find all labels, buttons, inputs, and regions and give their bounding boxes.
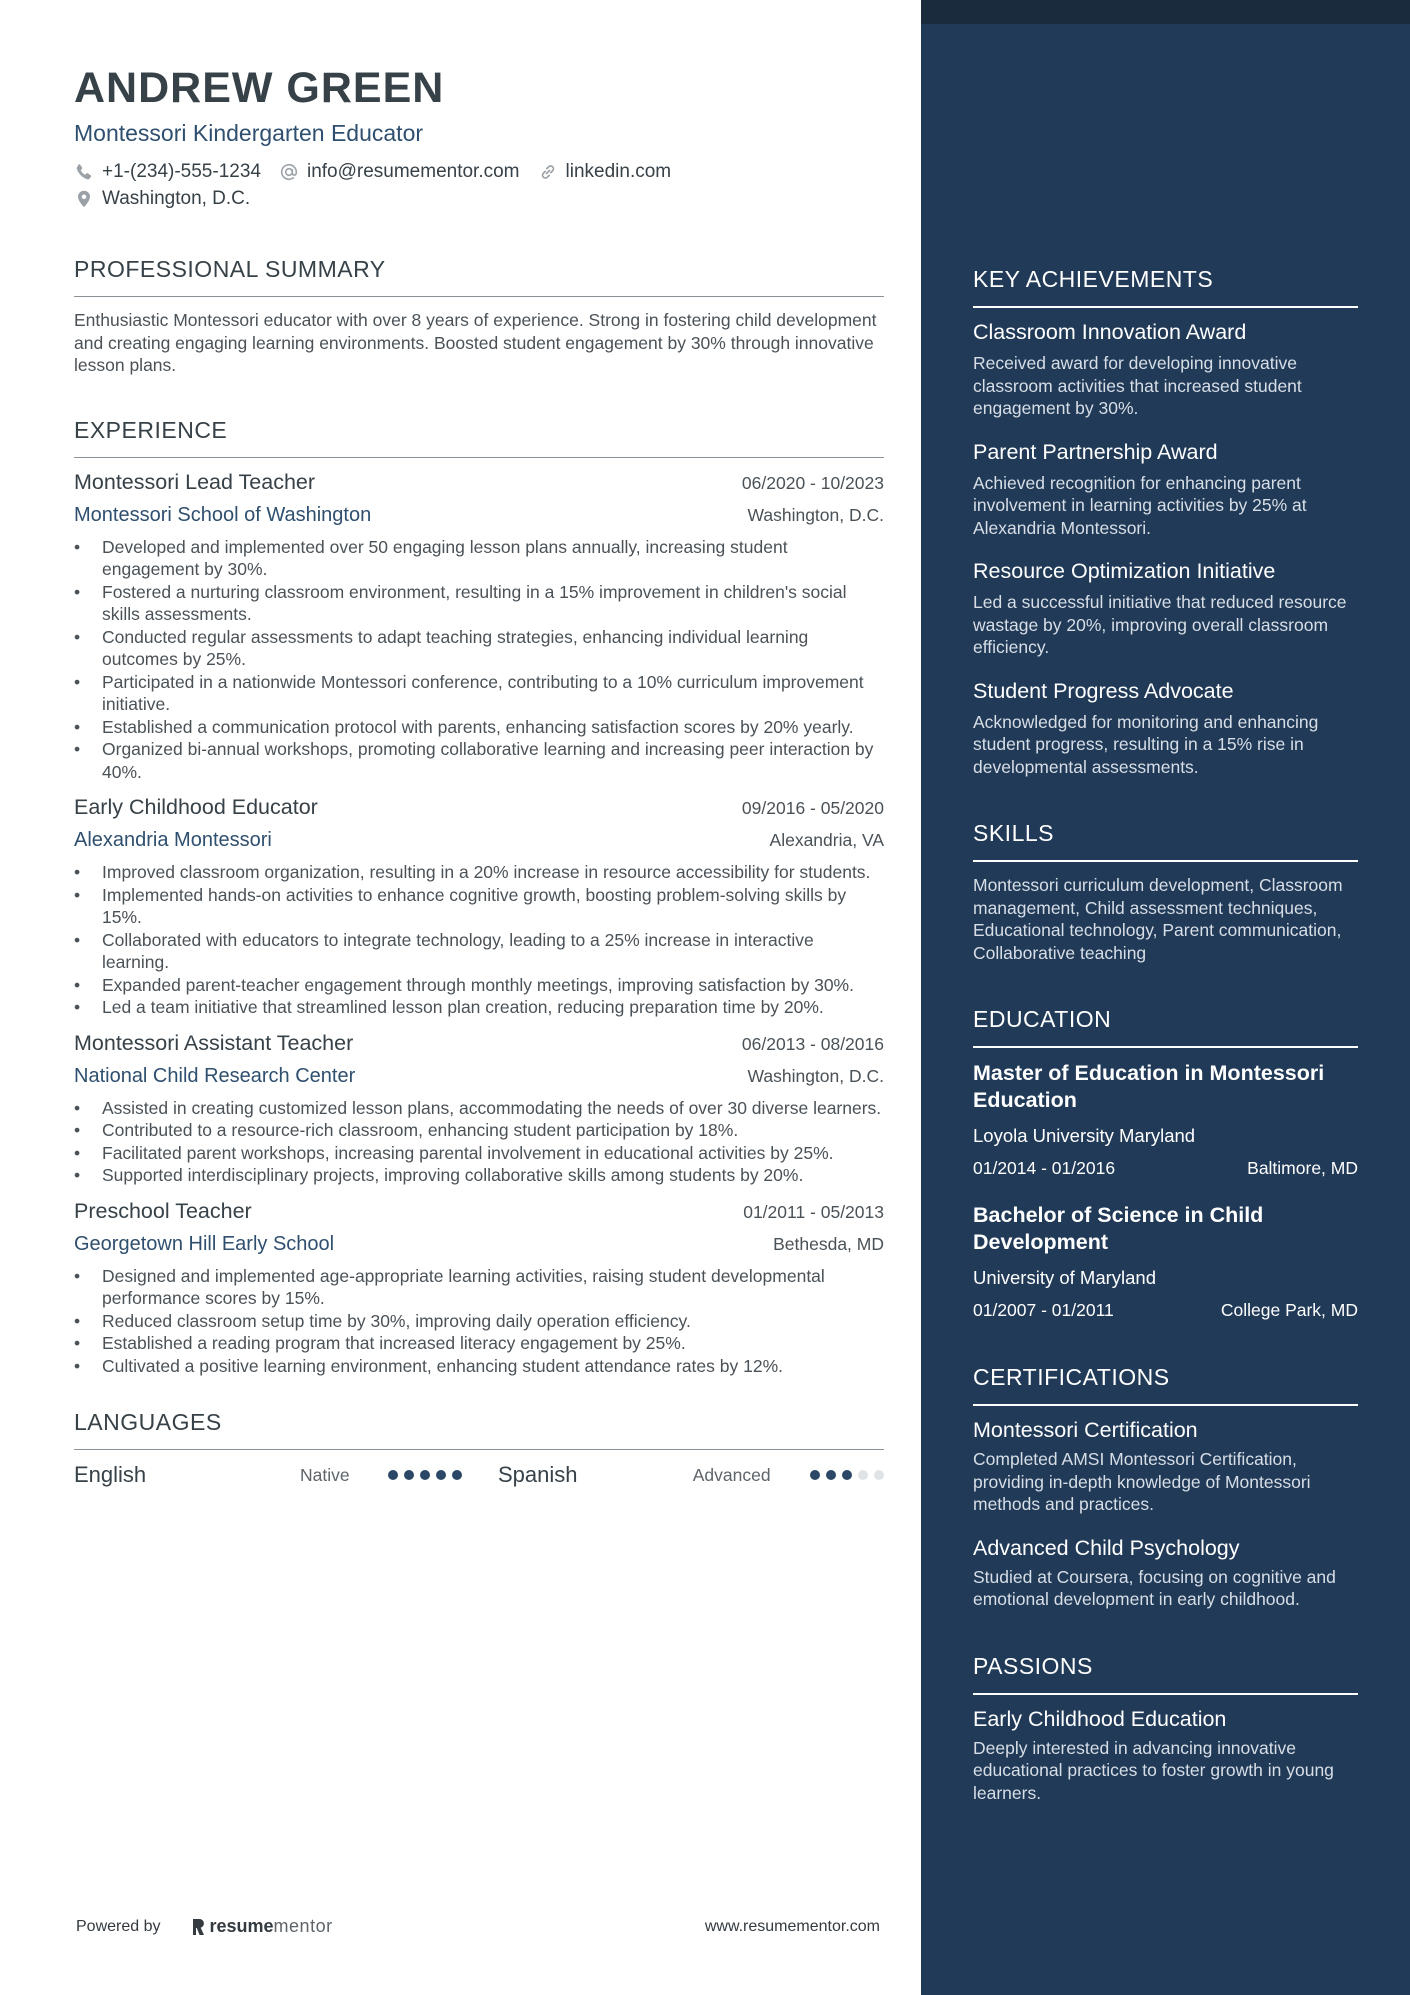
passion-item bbox=[973, 1705, 1358, 1805]
contact-row bbox=[74, 158, 884, 185]
achievements-heading: KEY ACHIEVEMENTS bbox=[973, 266, 1214, 292]
job-company: Montessori School of Washington bbox=[74, 503, 372, 526]
logo-text-bold: resume bbox=[209, 1916, 274, 1936]
language-list bbox=[74, 1460, 884, 1490]
bullet-item: • Led a team initiative that streamlined lesson plan creation, reducing preparation time by 20%. bbox=[74, 996, 884, 1019]
passion-text: Deeply interested in advancing innovative educational practices to foster growth in young learners. bbox=[973, 1737, 1334, 1803]
job-entry bbox=[74, 470, 884, 784]
logo-mark-icon bbox=[191, 1918, 205, 1936]
job-location: Alexandria, VA bbox=[769, 830, 884, 850]
job-dates: 06/2020 - 10/2023 bbox=[741, 472, 884, 493]
passion-list bbox=[973, 1705, 1358, 1805]
education-school: University of Maryland bbox=[973, 1267, 1157, 1288]
achievement-title: Classroom Innovation Award bbox=[973, 320, 1247, 344]
section-divider bbox=[973, 1693, 1358, 1695]
education-item bbox=[973, 1060, 1358, 1180]
job-company: Alexandria Montessori bbox=[74, 829, 272, 851]
bullet-item: • Designed and implemented age-appropriate learning activities, raising student developmental performance scores by 15%. bbox=[74, 1265, 884, 1310]
language-item bbox=[74, 1462, 498, 1488]
language-rating bbox=[810, 1470, 884, 1480]
job-header bbox=[74, 470, 884, 500]
job-entry bbox=[74, 1199, 884, 1378]
experience-heading: EXPERIENCE bbox=[74, 416, 228, 443]
education-location: College Park, MD bbox=[1220, 1300, 1358, 1320]
section-divider bbox=[74, 457, 884, 458]
certification-item bbox=[973, 1416, 1358, 1516]
job-entry bbox=[74, 1031, 884, 1187]
language-item bbox=[498, 1462, 884, 1488]
bullet-item: • Organized bi-annual workshops, promoting collaborative learning and increasing peer interaction by 40%. bbox=[74, 738, 884, 783]
website-link[interactable]: www.resumementor.com bbox=[704, 1917, 880, 1935]
contact-location bbox=[74, 188, 250, 210]
language-name: Spanish bbox=[498, 1462, 578, 1487]
experience-section bbox=[74, 415, 884, 1378]
certification-title: Advanced Child Psychology bbox=[973, 1535, 1240, 1560]
section-divider bbox=[973, 860, 1358, 862]
education-dates: 01/2007 - 01/2011 bbox=[973, 1300, 1114, 1320]
sidebar bbox=[921, 0, 1410, 1995]
job-dates: 06/2013 - 08/2016 bbox=[741, 1033, 884, 1054]
contact-row bbox=[74, 185, 884, 212]
job-bullets bbox=[74, 536, 884, 784]
job-header bbox=[74, 795, 884, 825]
achievement-item bbox=[973, 318, 1358, 420]
education-list bbox=[973, 1060, 1358, 1322]
contact-info bbox=[74, 158, 884, 212]
certification-text: Studied at Coursera, focusing on cognitive and emotional development in early childhood. bbox=[973, 1566, 1336, 1609]
education-meta bbox=[973, 1298, 1358, 1322]
bullet-item: • Reduced classroom setup time by 30%, improving daily operation efficiency. bbox=[74, 1310, 884, 1333]
achievement-list bbox=[973, 318, 1358, 778]
candidate-role: Montessori Kindergarten Educator bbox=[74, 120, 424, 146]
education-dates: 01/2014 - 01/2016 bbox=[973, 1158, 1116, 1178]
candidate-name: ANDREW GREEN bbox=[74, 64, 445, 112]
bullet-item: • Collaborated with educators to integrate technology, leading to a 25% increase in interactive learning. bbox=[74, 929, 884, 974]
summary-section bbox=[74, 254, 884, 377]
education-location: Baltimore, MD bbox=[1247, 1158, 1358, 1178]
job-title: Preschool Teacher bbox=[74, 1198, 252, 1223]
education-school: Loyola University Maryland bbox=[973, 1125, 1196, 1146]
certification-title: Montessori Certification bbox=[973, 1418, 1198, 1442]
rating-dot bbox=[452, 1470, 462, 1480]
achievement-text: Acknowledged for monitoring and enhancing student progress, resulting in a 15% rise in developmental assessments. bbox=[973, 711, 1319, 777]
bullet-item: • Assisted in creating customized lesson plans, accommodating the needs of over 30 diverse learners. bbox=[74, 1097, 884, 1120]
passions-heading: PASSIONS bbox=[973, 1652, 1093, 1679]
achievement-text: Received award for developing innovative classroom activities that increased student engagement by 30%. bbox=[973, 353, 1302, 418]
job-header bbox=[74, 1031, 884, 1061]
bullet-item: • Cultivated a positive learning environment, enhancing student attendance rates by 12%. bbox=[74, 1355, 884, 1378]
section-divider bbox=[74, 1449, 884, 1450]
achievement-item bbox=[973, 677, 1358, 779]
sidebar-top-band bbox=[921, 0, 1410, 24]
passion-title: Early Childhood Education bbox=[973, 1706, 1227, 1731]
resume-header bbox=[74, 62, 884, 212]
rating-dot bbox=[858, 1470, 868, 1480]
education-meta bbox=[973, 1156, 1358, 1180]
certifications-heading: CERTIFICATIONS bbox=[973, 1364, 1170, 1390]
achievement-item bbox=[973, 557, 1358, 659]
bullet-item: • Expanded parent-teacher engagement through monthly meetings, improving satisfaction by 30%. bbox=[74, 974, 884, 997]
achievement-text: Achieved recognition for enhancing parent involvement in learning activities by 25% at Alexandria Montessori. bbox=[973, 472, 1307, 538]
certification-item bbox=[973, 1534, 1358, 1611]
job-subheader bbox=[74, 504, 884, 534]
summary-heading: PROFESSIONAL SUMMARY bbox=[74, 256, 386, 282]
location-text: Washington, D.C. bbox=[102, 187, 251, 209]
section-divider bbox=[973, 306, 1358, 308]
map-pin-icon bbox=[74, 189, 94, 209]
powered-by-label: Powered by bbox=[76, 1917, 161, 1935]
bullet-item: • Fostered a nurturing classroom environment, resulting in a 15% improvement in children's social skills assessments. bbox=[74, 581, 884, 626]
job-subheader bbox=[74, 1065, 884, 1095]
certifications-section bbox=[973, 1362, 1358, 1611]
bullet-item: • Developed and implemented over 50 engaging lesson plans annually, increasing student engagement by 30%. bbox=[74, 536, 884, 581]
rating-dot bbox=[388, 1470, 398, 1480]
education-degree: Master of Education in Montessori Education bbox=[973, 1061, 1325, 1112]
main-content bbox=[74, 62, 884, 1490]
achievements-section bbox=[973, 264, 1358, 778]
job-company: National Child Research Center bbox=[74, 1064, 356, 1087]
job-entry bbox=[74, 795, 884, 1019]
rating-dot bbox=[874, 1470, 884, 1480]
language-level: Advanced bbox=[692, 1464, 771, 1485]
achievement-title: Parent Partnership Award bbox=[973, 439, 1218, 464]
bullet-item: • Conducted regular assessments to adapt teaching strategies, enhancing individual learning outcomes by 25%. bbox=[74, 626, 884, 671]
summary-text: Enthusiastic Montessori educator with over 8 years of experience. Strong in fostering child development and creating engaging learning environments. Boosted student engagement by 30% through innovative lesson plans. bbox=[74, 310, 877, 375]
at-sign-icon bbox=[279, 162, 299, 182]
job-company: Georgetown Hill Early School bbox=[74, 1232, 335, 1255]
phone-number: +1-(234)-555-1234 bbox=[102, 160, 261, 182]
job-title: Montessori Assistant Teacher bbox=[74, 1030, 354, 1055]
skills-section bbox=[973, 818, 1358, 964]
education-heading: EDUCATION bbox=[973, 1006, 1112, 1032]
achievement-title: Student Progress Advocate bbox=[973, 678, 1234, 703]
job-title: Montessori Lead Teacher bbox=[74, 469, 316, 494]
footer bbox=[76, 1916, 880, 1937]
job-header bbox=[74, 1199, 884, 1229]
section-divider bbox=[973, 1404, 1358, 1406]
resumementor-logo[interactable] bbox=[191, 1916, 333, 1937]
job-dates: 01/2011 - 05/2013 bbox=[743, 1201, 884, 1222]
bullet-item: • Participated in a nationwide Montessori conference, contributing to a 10% curriculum improvement initiative. bbox=[74, 671, 884, 716]
footer-branding bbox=[76, 1916, 333, 1937]
rating-dot bbox=[436, 1470, 446, 1480]
languages-section bbox=[74, 1407, 884, 1490]
job-subheader bbox=[74, 829, 884, 859]
language-rating bbox=[388, 1470, 462, 1480]
certification-list bbox=[973, 1416, 1358, 1611]
job-location: Washington, D.C. bbox=[747, 504, 884, 525]
contact-phone bbox=[74, 161, 261, 183]
phone-icon bbox=[74, 162, 94, 182]
logo-text-light: mentor bbox=[273, 1916, 333, 1936]
contact-email[interactable] bbox=[279, 161, 520, 183]
language-name: English bbox=[74, 1462, 147, 1487]
email-address[interactable]: info@resumementor.com bbox=[306, 160, 520, 182]
job-bullets bbox=[74, 861, 884, 1019]
education-item bbox=[973, 1202, 1358, 1322]
job-location: Washington, D.C. bbox=[747, 1065, 884, 1086]
bullet-item: • Supported interdisciplinary projects, improving collaborative skills among students by 20%. bbox=[74, 1164, 884, 1187]
link-icon bbox=[538, 162, 558, 182]
job-location: Bethesda, MD bbox=[773, 1233, 884, 1254]
job-list bbox=[74, 470, 884, 1378]
contact-linkedin[interactable] bbox=[538, 161, 672, 183]
section-divider bbox=[973, 1046, 1358, 1048]
linkedin-link[interactable]: linkedin.com bbox=[565, 160, 672, 182]
rating-dot bbox=[842, 1470, 852, 1480]
bullet-item: • Facilitated parent workshops, increasing parental involvement in educational activities by 25%. bbox=[74, 1142, 884, 1165]
job-bullets bbox=[74, 1265, 884, 1378]
job-bullets bbox=[74, 1097, 884, 1187]
rating-dot bbox=[404, 1470, 414, 1480]
bullet-item: • Implemented hands-on activities to enhance cognitive growth, boosting problem-solving skills by 15%. bbox=[74, 884, 884, 929]
rating-dot bbox=[826, 1470, 836, 1480]
language-level: Native bbox=[300, 1464, 350, 1485]
skills-heading: SKILLS bbox=[973, 820, 1054, 846]
passions-section bbox=[973, 1651, 1358, 1805]
achievement-text: Led a successful initiative that reduced resource wastage by 20%, improving overall classroom efficiency. bbox=[973, 592, 1347, 657]
job-subheader bbox=[74, 1233, 884, 1263]
education-degree: Bachelor of Science in Child Development bbox=[973, 1203, 1264, 1254]
achievement-item bbox=[973, 438, 1358, 540]
languages-heading: LANGUAGES bbox=[74, 1409, 222, 1435]
bullet-item: • Established a communication protocol with parents, enhancing satisfaction scores by 20% yearly. bbox=[74, 716, 884, 739]
job-dates: 09/2016 - 05/2020 bbox=[741, 798, 884, 818]
job-title: Early Childhood Educator bbox=[74, 795, 318, 819]
section-divider bbox=[74, 296, 884, 297]
bullet-item: • Contributed to a resource-rich classroom, enhancing student participation by 18%. bbox=[74, 1119, 884, 1142]
bullet-item: • Improved classroom organization, resulting in a 20% increase in resource accessibility for students. bbox=[74, 861, 884, 884]
education-section bbox=[973, 1004, 1358, 1322]
bullet-item: • Established a reading program that increased literacy engagement by 25%. bbox=[74, 1332, 884, 1355]
rating-dot bbox=[420, 1470, 430, 1480]
rating-dot bbox=[810, 1470, 820, 1480]
skills-text: Montessori curriculum development, Classroom management, Child assessment techniques, Educational technology, Parent communication, Collaborative teaching bbox=[973, 875, 1343, 963]
sidebar-content bbox=[973, 264, 1358, 1804]
certification-text: Completed AMSI Montessori Certification, providing in-depth knowledge of Montessori methods and practices. bbox=[973, 1449, 1311, 1514]
achievement-title: Resource Optimization Initiative bbox=[973, 559, 1276, 583]
